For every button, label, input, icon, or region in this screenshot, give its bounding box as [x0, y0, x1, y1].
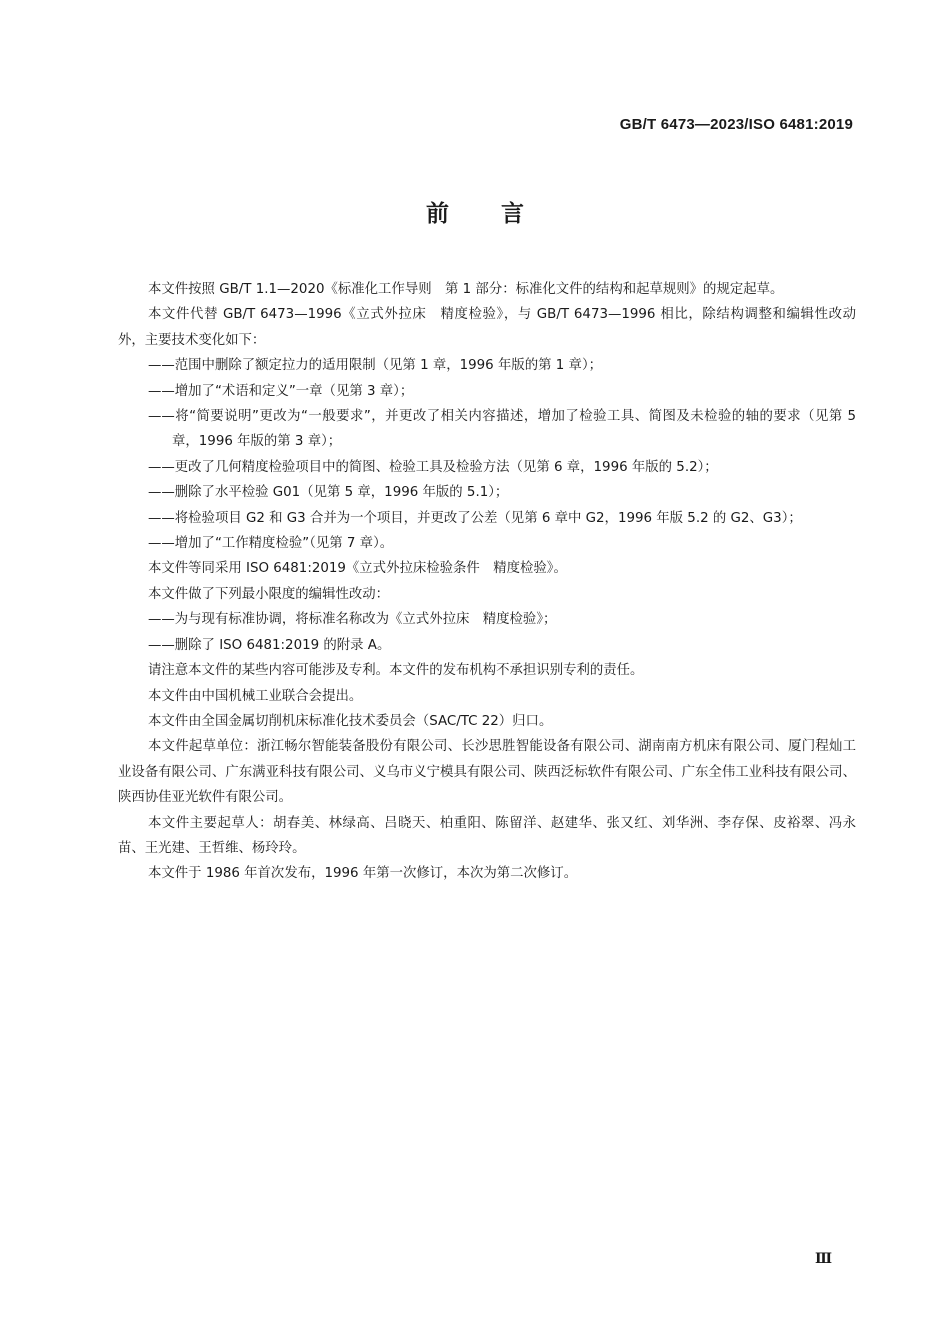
change-item: ——将“简要说明”更改为“一般要求”，并更改了相关内容描述，增加了检验工具、简图及未检验的轴的要求（见第 5 章，1996 年版的第 3 章）； — [148, 409, 856, 450]
foreword-body — [118, 277, 856, 887]
paragraph-editorial-intro: 本文件做了下列最小限度的编辑性改动： — [148, 586, 390, 602]
change-item: ——删除了水平检验 G01（见第 5 章，1996 年版的 5.1）； — [148, 485, 509, 501]
paragraph-patent-notice: 请注意本文件的某些内容可能涉及专利。本文件的发布机构不承担识别专利的责任。 — [148, 663, 644, 679]
editorial-item: ——为与现有标准协调，将标准名称改为《立式外拉床 精度检验》； — [148, 612, 557, 628]
change-item: ——将检验项目 G2 和 G3 合并为一个项目，并更改了公差（见第 6 章中 G2，1996 年版 5.2 的 G2、G3）； — [148, 510, 802, 526]
paragraph-drafters: 本文件主要起草人：胡春美、林绿高、吕晓天、柏重阳、陈留洋、赵建华、张又红、刘华洲、李存保、皮裕翠、冯永苗、王光建、王哲维、杨玲玲。 — [118, 815, 856, 856]
change-item: ——增加了“术语和定义”一章（见第 3 章）； — [148, 383, 414, 399]
change-item: ——增加了“工作精度检验”（见第 7 章）。 — [148, 536, 394, 552]
paragraph-technical-committee: 本文件由全国金属切削机床标准化技术委员会（SAC/TC 22）归口。 — [148, 713, 553, 729]
change-item: ——更改了几何精度检验项目中的简图、检验工具及检验方法（见第 6 章，1996 年版的 5.2）； — [148, 459, 718, 475]
page-number: Ⅲ — [814, 1251, 832, 1267]
standard-code: GB/T 6473—2023/ISO 6481:2019 — [619, 116, 853, 133]
paragraph-history: 本文件于 1986 年首次发布，1996 年第一次修订，本次为第二次修订。 — [148, 866, 578, 882]
change-item: ——范围中删除了额定拉力的适用限制（见第 1 章，1996 年版的第 1 章）； — [148, 358, 603, 374]
paragraph-drafting-units: 本文件起草单位：浙江畅尔智能装备股份有限公司、长沙思胜智能设备有限公司、湖南南方机床有限公司、厦门程灿工业设备有限公司、广东满亚科技有限公司、义乌市义宁模具有限公司、陕西泛标软件有限公司、广东全伟工业科技有限公司、陕西协佳亚光软件有限公司。 — [118, 739, 856, 806]
paragraph-adoption: 本文件等同采用 ISO 6481:2019《立式外拉床检验条件 精度检验》。 — [148, 561, 567, 577]
page-title: 前言 — [426, 201, 576, 227]
editorial-item: ——删除了 ISO 6481:2019 的附录 A。 — [148, 637, 391, 653]
paragraph-replacement: 本文件代替 GB/T 6473—1996《立式外拉床 精度检验》，与 GB/T 6473—1996 相比，除结构调整和编辑性改动外，主要技术变化如下： — [118, 307, 856, 348]
paragraph-proposer: 本文件由中国机械工业联合会提出。 — [148, 688, 363, 704]
paragraph-drafting-rules: 本文件按照 GB/T 1.1—2020《标准化工作导则 第 1 部分：标准化文件的结构和起草规则》的规定起草。 — [148, 282, 784, 297]
